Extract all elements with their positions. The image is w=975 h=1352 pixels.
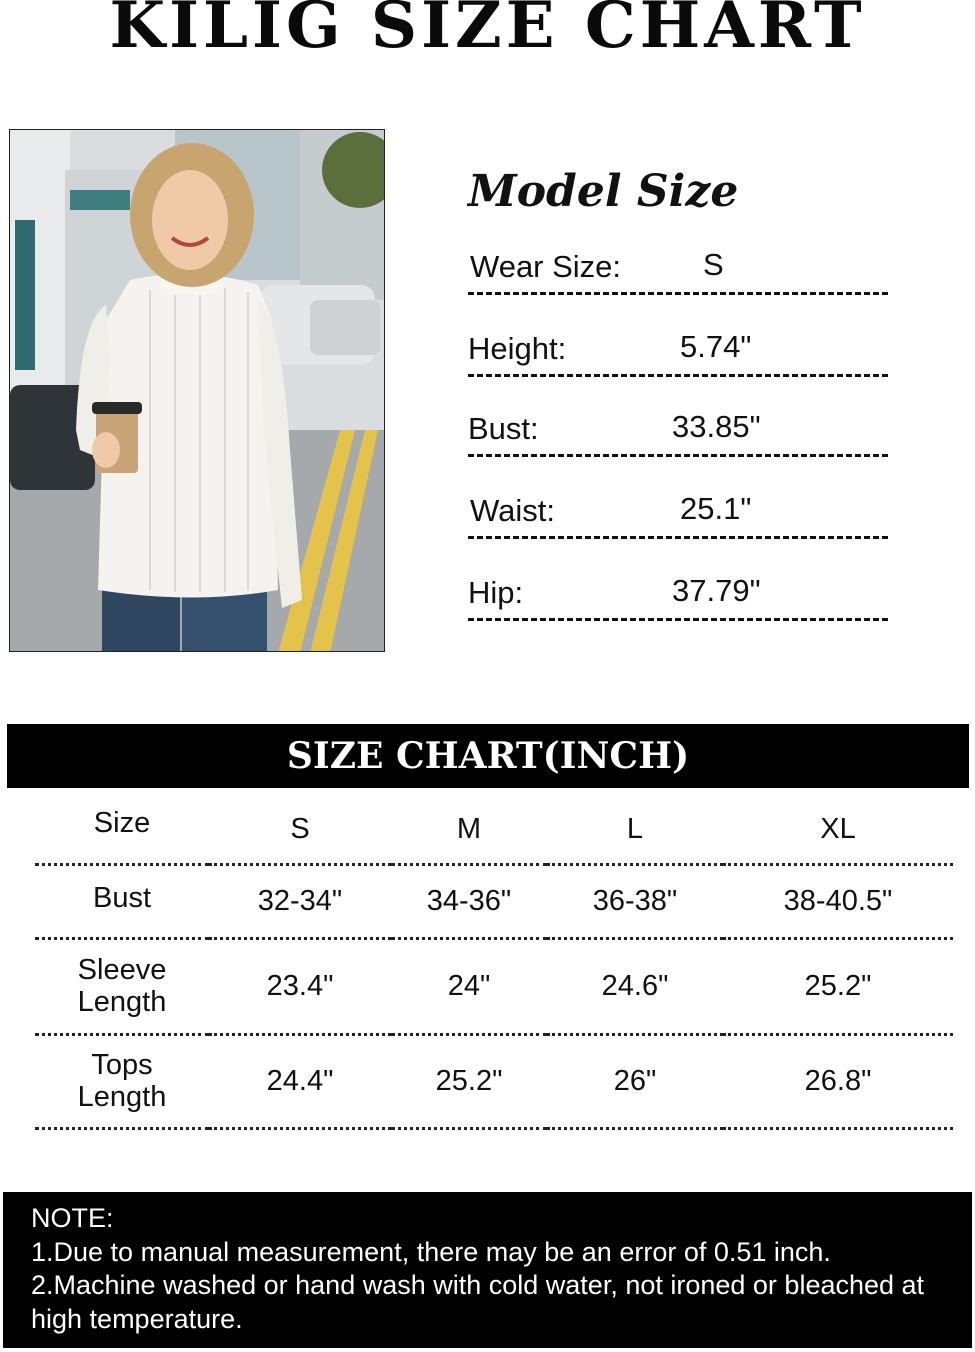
- table-cell: 32-34": [209, 864, 391, 938]
- table-header-row: [35, 796, 953, 864]
- model-label: Waist:: [470, 493, 555, 528]
- note-line-1: 1.Due to manual measurement, there may be an error of 0.51 inch.: [31, 1236, 831, 1267]
- row-label-line: Length: [77, 1081, 167, 1113]
- model-row-waist: [468, 491, 888, 539]
- model-value: 33.85": [672, 409, 761, 444]
- header-cell-size: Size: [35, 796, 209, 864]
- divider: [468, 292, 888, 295]
- header-cell-m: M: [391, 796, 547, 864]
- model-row-bust: [468, 409, 888, 457]
- model-label: Bust:: [468, 411, 539, 446]
- table-cell: 24.4": [209, 1034, 391, 1128]
- note-line-2: 2.Machine washed or hand wash with cold water, not ironed or bleached at high temperature.: [31, 1270, 925, 1334]
- table-row: [35, 938, 953, 1034]
- model-label: Height:: [468, 331, 567, 366]
- row-label-line: Length: [77, 986, 167, 1018]
- table-cell: 23.4": [209, 938, 391, 1034]
- model-label: Wear Size:: [470, 249, 622, 284]
- header-cell-s: S: [209, 796, 391, 864]
- divider: [468, 454, 888, 457]
- table-cell: 24": [391, 938, 547, 1034]
- model-row-wear-size: [468, 247, 888, 295]
- size-chart-table: [35, 796, 953, 1130]
- row-label-line: Sleeve: [77, 954, 167, 986]
- table-cell: 34-36": [391, 864, 547, 938]
- model-label: Hip:: [468, 575, 524, 610]
- row-label: [35, 938, 209, 1034]
- row-label: [35, 1034, 209, 1128]
- page-title: KILIG SIZE CHART: [109, 0, 866, 63]
- table-cell: 24.6": [547, 938, 723, 1034]
- table-cell: 36-38": [547, 864, 723, 938]
- model-value: 25.1": [680, 491, 752, 526]
- model-value: 5.74": [680, 329, 752, 364]
- row-label-line: Tops: [91, 1049, 153, 1081]
- model-photo: [9, 129, 385, 652]
- divider: [468, 374, 888, 377]
- header-cell-l: L: [547, 796, 723, 864]
- table-row: [35, 864, 953, 938]
- divider: [468, 536, 888, 539]
- model-photo-illustration: [10, 130, 385, 652]
- table-cell: 26.8": [723, 1034, 953, 1128]
- model-row-height: [468, 329, 888, 377]
- model-row-hip: [468, 573, 888, 621]
- table-cell: 26": [547, 1034, 723, 1128]
- table-cell: 38-40.5": [723, 864, 953, 938]
- table-row: [35, 1034, 953, 1128]
- table-cell: 25.2": [391, 1034, 547, 1128]
- model-value: S: [703, 247, 724, 282]
- model-value: 37.79": [672, 573, 761, 608]
- model-size-heading: Model Size: [468, 166, 739, 217]
- divider: [468, 618, 888, 621]
- header-cell-xl: XL: [723, 796, 953, 864]
- row-label: Bust: [35, 864, 209, 938]
- note-heading: NOTE:: [31, 1203, 114, 1233]
- table-cell: 25.2": [723, 938, 953, 1034]
- note-box: [3, 1192, 972, 1348]
- size-chart-heading: SIZE CHART(INCH): [7, 724, 969, 788]
